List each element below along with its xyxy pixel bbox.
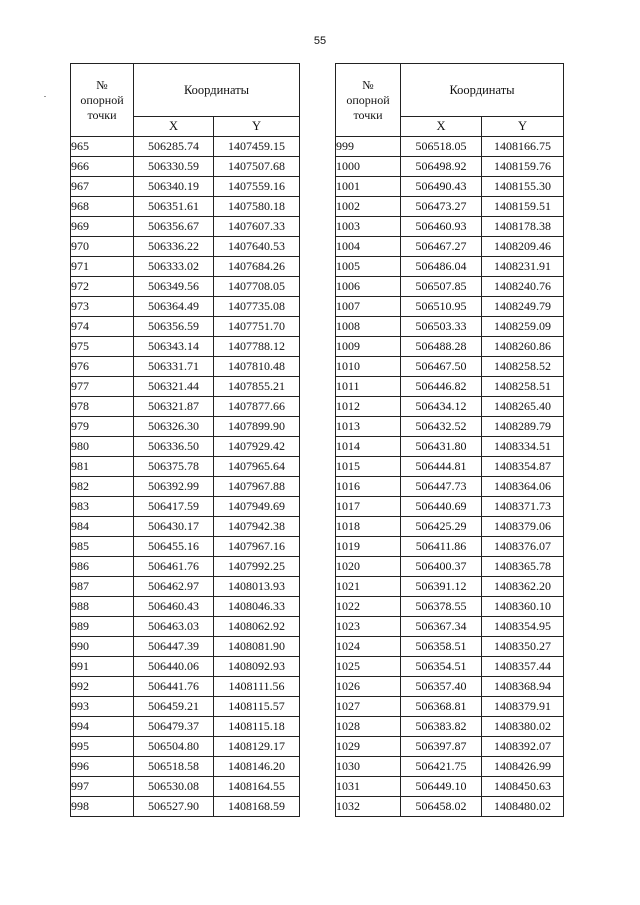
point-number-cell: 997 <box>71 777 134 797</box>
y-coordinate-cell: 1408231.91 <box>482 257 564 277</box>
table-row <box>71 557 300 577</box>
table-row <box>336 257 564 277</box>
point-number-cell: 967 <box>71 177 134 197</box>
table-row <box>71 717 300 737</box>
x-coordinate-cell: 506340.19 <box>134 177 214 197</box>
point-number-cell: 995 <box>71 737 134 757</box>
x-coordinate-cell: 506356.67 <box>134 217 214 237</box>
x-coordinate-cell: 506378.55 <box>401 597 482 617</box>
x-coordinate-cell: 506459.21 <box>134 697 214 717</box>
y-coordinate-cell: 1407967.88 <box>214 477 300 497</box>
point-number-cell: 977 <box>71 377 134 397</box>
y-coordinate-cell: 1408258.51 <box>482 377 564 397</box>
y-coordinate-cell: 1408350.27 <box>482 637 564 657</box>
point-number-cell: 999 <box>336 137 401 157</box>
header-line: № <box>96 77 108 92</box>
y-coordinate-cell: 1408380.02 <box>482 717 564 737</box>
x-coordinate-cell: 506518.58 <box>134 757 214 777</box>
y-coordinate-cell: 1408166.75 <box>482 137 564 157</box>
point-number-cell: 1005 <box>336 257 401 277</box>
table-row <box>336 177 564 197</box>
point-number-cell: 1017 <box>336 497 401 517</box>
coordinates-header: Координаты <box>134 64 300 117</box>
table-row <box>336 797 564 817</box>
point-number-cell: 1022 <box>336 597 401 617</box>
point-number-cell: 987 <box>71 577 134 597</box>
table-row <box>336 277 564 297</box>
y-header: Y <box>482 117 564 137</box>
table-row <box>71 617 300 637</box>
x-coordinate-cell: 506421.75 <box>401 757 482 777</box>
x-coordinate-cell: 506349.56 <box>134 277 214 297</box>
point-number-cell: 989 <box>71 617 134 637</box>
point-number-cell: 1003 <box>336 217 401 237</box>
point-number-cell: 966 <box>71 157 134 177</box>
table-row <box>336 577 564 597</box>
x-coordinate-cell: 506486.04 <box>401 257 482 277</box>
table-row <box>71 317 300 337</box>
x-header: X <box>134 117 214 137</box>
x-coordinate-cell: 506461.76 <box>134 557 214 577</box>
table-row <box>336 377 564 397</box>
x-coordinate-cell: 506479.37 <box>134 717 214 737</box>
x-coordinate-cell: 506498.92 <box>401 157 482 177</box>
coordinates-table-left <box>70 63 300 817</box>
point-number-cell: 1027 <box>336 697 401 717</box>
y-coordinate-cell: 1408146.20 <box>214 757 300 777</box>
y-coordinate-cell: 1407810.48 <box>214 357 300 377</box>
table-row <box>336 197 564 217</box>
x-coordinate-cell: 506336.50 <box>134 437 214 457</box>
table-row <box>71 297 300 317</box>
y-coordinate-cell: 1407459.15 <box>214 137 300 157</box>
point-number-cell: 988 <box>71 597 134 617</box>
point-number-header <box>71 64 134 137</box>
x-coordinate-cell: 506473.27 <box>401 197 482 217</box>
x-coordinate-cell: 506463.03 <box>134 617 214 637</box>
table-row <box>336 337 564 357</box>
x-coordinate-cell: 506458.02 <box>401 797 482 817</box>
y-coordinate-cell: 1407559.16 <box>214 177 300 197</box>
x-coordinate-cell: 506330.59 <box>134 157 214 177</box>
x-coordinate-cell: 506400.37 <box>401 557 482 577</box>
y-coordinate-cell: 1408115.18 <box>214 717 300 737</box>
x-coordinate-cell: 506527.90 <box>134 797 214 817</box>
y-coordinate-cell: 1407967.16 <box>214 537 300 557</box>
y-coordinate-cell: 1407580.18 <box>214 197 300 217</box>
x-coordinate-cell: 506392.99 <box>134 477 214 497</box>
y-coordinate-cell: 1408081.90 <box>214 637 300 657</box>
point-number-cell: 1004 <box>336 237 401 257</box>
point-number-cell: 1031 <box>336 777 401 797</box>
point-number-cell: 1030 <box>336 757 401 777</box>
y-coordinate-cell: 1408209.46 <box>482 237 564 257</box>
point-number-cell: 991 <box>71 657 134 677</box>
page-number: 55 <box>313 35 327 47</box>
table-row <box>336 137 564 157</box>
x-coordinate-cell: 506411.86 <box>401 537 482 557</box>
y-coordinate-cell: 1408155.30 <box>482 177 564 197</box>
y-coordinate-cell: 1408289.79 <box>482 417 564 437</box>
table-row <box>336 597 564 617</box>
table-row <box>71 637 300 657</box>
table-row <box>71 737 300 757</box>
y-coordinate-cell: 1407640.53 <box>214 237 300 257</box>
point-number-cell: 1010 <box>336 357 401 377</box>
y-coordinate-cell: 1408046.33 <box>214 597 300 617</box>
table-row <box>336 537 564 557</box>
point-number-cell: 1026 <box>336 677 401 697</box>
point-number-cell: 1020 <box>336 557 401 577</box>
table-row <box>71 497 300 517</box>
y-coordinate-cell: 1408354.95 <box>482 617 564 637</box>
x-coordinate-cell: 506530.08 <box>134 777 214 797</box>
point-number-cell: 1023 <box>336 617 401 637</box>
point-number-cell: 986 <box>71 557 134 577</box>
x-coordinate-cell: 506449.10 <box>401 777 482 797</box>
table-row <box>336 217 564 237</box>
y-coordinate-cell: 1408365.78 <box>482 557 564 577</box>
point-number-cell: 993 <box>71 697 134 717</box>
x-coordinate-cell: 506375.78 <box>134 457 214 477</box>
point-number-cell: 981 <box>71 457 134 477</box>
y-coordinate-cell: 1407992.25 <box>214 557 300 577</box>
x-coordinate-cell: 506434.12 <box>401 397 482 417</box>
table-row <box>336 637 564 657</box>
x-coordinate-cell: 506503.33 <box>401 317 482 337</box>
x-coordinate-cell: 506331.71 <box>134 357 214 377</box>
point-number-cell: 1008 <box>336 317 401 337</box>
x-coordinate-cell: 506391.12 <box>401 577 482 597</box>
table-row <box>71 757 300 777</box>
y-coordinate-cell: 1408368.94 <box>482 677 564 697</box>
x-coordinate-cell: 506462.97 <box>134 577 214 597</box>
table-row <box>71 237 300 257</box>
y-coordinate-cell: 1408168.59 <box>214 797 300 817</box>
x-coordinate-cell: 506397.87 <box>401 737 482 757</box>
x-coordinate-cell: 506351.61 <box>134 197 214 217</box>
y-coordinate-cell: 1407942.38 <box>214 517 300 537</box>
x-coordinate-cell: 506518.05 <box>401 137 482 157</box>
y-coordinate-cell: 1408115.57 <box>214 697 300 717</box>
y-coordinate-cell: 1407929.42 <box>214 437 300 457</box>
point-number-cell: 1024 <box>336 637 401 657</box>
table-row <box>336 697 564 717</box>
table-row <box>71 197 300 217</box>
y-coordinate-cell: 1407855.21 <box>214 377 300 397</box>
point-number-cell: 1009 <box>336 337 401 357</box>
x-coordinate-cell: 506417.59 <box>134 497 214 517</box>
point-number-cell: 1007 <box>336 297 401 317</box>
table-row <box>71 437 300 457</box>
x-coordinate-cell: 506467.27 <box>401 237 482 257</box>
table-row <box>71 477 300 497</box>
x-coordinate-cell: 506504.80 <box>134 737 214 757</box>
point-number-cell: 990 <box>71 637 134 657</box>
table-row <box>336 157 564 177</box>
point-number-cell: 998 <box>71 797 134 817</box>
x-coordinate-cell: 506356.59 <box>134 317 214 337</box>
y-coordinate-cell: 1408371.73 <box>482 497 564 517</box>
x-coordinate-cell: 506431.80 <box>401 437 482 457</box>
y-coordinate-cell: 1408062.92 <box>214 617 300 637</box>
y-coordinate-cell: 1407949.69 <box>214 497 300 517</box>
point-number-cell: 973 <box>71 297 134 317</box>
x-coordinate-cell: 506354.51 <box>401 657 482 677</box>
y-coordinate-cell: 1407877.66 <box>214 397 300 417</box>
point-number-cell: 1013 <box>336 417 401 437</box>
x-coordinate-cell: 506488.28 <box>401 337 482 357</box>
point-number-cell: 978 <box>71 397 134 417</box>
table-row <box>336 777 564 797</box>
y-coordinate-cell: 1408092.93 <box>214 657 300 677</box>
x-coordinate-cell: 506440.69 <box>401 497 482 517</box>
header-line: точки <box>87 107 117 122</box>
y-coordinate-cell: 1408364.06 <box>482 477 564 497</box>
point-number-cell: 982 <box>71 477 134 497</box>
table-row <box>71 697 300 717</box>
point-number-cell: 1021 <box>336 577 401 597</box>
x-coordinate-cell: 506326.30 <box>134 417 214 437</box>
point-number-cell: 985 <box>71 537 134 557</box>
point-number-cell: 1019 <box>336 537 401 557</box>
point-number-cell: 969 <box>71 217 134 237</box>
point-number-cell: 1014 <box>336 437 401 457</box>
table-row <box>71 277 300 297</box>
scan-mark <box>44 96 46 97</box>
y-coordinate-cell: 1408334.51 <box>482 437 564 457</box>
x-coordinate-cell: 506343.14 <box>134 337 214 357</box>
table-row <box>336 677 564 697</box>
table-row <box>71 777 300 797</box>
y-coordinate-cell: 1408258.52 <box>482 357 564 377</box>
point-number-cell: 974 <box>71 317 134 337</box>
table-row <box>336 717 564 737</box>
y-coordinate-cell: 1408159.76 <box>482 157 564 177</box>
point-number-cell: 1011 <box>336 377 401 397</box>
coordinates-table-right <box>335 63 564 817</box>
x-coordinate-cell: 506510.95 <box>401 297 482 317</box>
point-number-cell: 996 <box>71 757 134 777</box>
table-row <box>336 457 564 477</box>
y-coordinate-cell: 1407708.05 <box>214 277 300 297</box>
table-row <box>336 297 564 317</box>
y-coordinate-cell: 1408240.76 <box>482 277 564 297</box>
x-coordinate-cell: 506460.43 <box>134 597 214 617</box>
point-number-header <box>336 64 401 137</box>
point-number-cell: 970 <box>71 237 134 257</box>
x-coordinate-cell: 506490.43 <box>401 177 482 197</box>
y-coordinate-cell: 1408265.40 <box>482 397 564 417</box>
point-number-cell: 1029 <box>336 737 401 757</box>
table-row <box>336 477 564 497</box>
x-coordinate-cell: 506321.44 <box>134 377 214 397</box>
point-number-cell: 971 <box>71 257 134 277</box>
table-row <box>336 517 564 537</box>
y-coordinate-cell: 1407965.64 <box>214 457 300 477</box>
x-coordinate-cell: 506444.81 <box>401 457 482 477</box>
x-coordinate-cell: 506430.17 <box>134 517 214 537</box>
y-coordinate-cell: 1407899.90 <box>214 417 300 437</box>
y-coordinate-cell: 1408379.91 <box>482 697 564 717</box>
table-row <box>71 597 300 617</box>
y-coordinate-cell: 1407507.68 <box>214 157 300 177</box>
table-row <box>71 417 300 437</box>
x-coordinate-cell: 506455.16 <box>134 537 214 557</box>
x-coordinate-cell: 506285.74 <box>134 137 214 157</box>
x-coordinate-cell: 506446.82 <box>401 377 482 397</box>
point-number-cell: 1032 <box>336 797 401 817</box>
y-coordinate-cell: 1407607.33 <box>214 217 300 237</box>
y-coordinate-cell: 1408111.56 <box>214 677 300 697</box>
table-row <box>71 137 300 157</box>
x-coordinate-cell: 506383.82 <box>401 717 482 737</box>
x-coordinate-cell: 506447.39 <box>134 637 214 657</box>
y-coordinate-cell: 1408354.87 <box>482 457 564 477</box>
point-number-cell: 972 <box>71 277 134 297</box>
table-row <box>71 337 300 357</box>
point-number-cell: 1006 <box>336 277 401 297</box>
point-number-cell: 1012 <box>336 397 401 417</box>
point-number-cell: 994 <box>71 717 134 737</box>
y-coordinate-cell: 1408362.20 <box>482 577 564 597</box>
y-coordinate-cell: 1408392.07 <box>482 737 564 757</box>
header-line: точки <box>353 107 383 122</box>
table-row <box>71 677 300 697</box>
point-number-cell: 984 <box>71 517 134 537</box>
table-row <box>336 557 564 577</box>
table-row <box>71 457 300 477</box>
x-coordinate-cell: 506460.93 <box>401 217 482 237</box>
table-row <box>71 157 300 177</box>
table-row <box>336 397 564 417</box>
x-coordinate-cell: 506367.34 <box>401 617 482 637</box>
table-row <box>71 797 300 817</box>
point-number-cell: 965 <box>71 137 134 157</box>
point-number-cell: 1000 <box>336 157 401 177</box>
y-coordinate-cell: 1407684.26 <box>214 257 300 277</box>
point-number-cell: 1001 <box>336 177 401 197</box>
point-number-cell: 983 <box>71 497 134 517</box>
table-row <box>336 357 564 377</box>
y-coordinate-cell: 1408129.17 <box>214 737 300 757</box>
x-coordinate-cell: 506441.76 <box>134 677 214 697</box>
table-row <box>336 737 564 757</box>
y-coordinate-cell: 1408164.55 <box>214 777 300 797</box>
point-number-cell: 979 <box>71 417 134 437</box>
header-line: опорной <box>346 92 390 107</box>
coordinates-header: Координаты <box>401 64 564 117</box>
table-row <box>336 417 564 437</box>
x-coordinate-cell: 506357.40 <box>401 677 482 697</box>
x-coordinate-cell: 506333.02 <box>134 257 214 277</box>
table-row <box>336 497 564 517</box>
y-coordinate-cell: 1407788.12 <box>214 337 300 357</box>
table-row <box>71 257 300 277</box>
header-line: № <box>362 77 374 92</box>
x-coordinate-cell: 506440.06 <box>134 657 214 677</box>
point-number-cell: 968 <box>71 197 134 217</box>
y-coordinate-cell: 1408379.06 <box>482 517 564 537</box>
table-row <box>71 177 300 197</box>
y-coordinate-cell: 1408357.44 <box>482 657 564 677</box>
header-line: опорной <box>80 92 124 107</box>
point-number-cell: 1025 <box>336 657 401 677</box>
table-row <box>336 237 564 257</box>
table-row <box>336 657 564 677</box>
x-coordinate-cell: 506447.73 <box>401 477 482 497</box>
table-row <box>71 517 300 537</box>
y-coordinate-cell: 1408259.09 <box>482 317 564 337</box>
x-coordinate-cell: 506364.49 <box>134 297 214 317</box>
point-number-cell: 976 <box>71 357 134 377</box>
y-coordinate-cell: 1408013.93 <box>214 577 300 597</box>
table-row <box>71 397 300 417</box>
y-coordinate-cell: 1408376.07 <box>482 537 564 557</box>
y-coordinate-cell: 1408426.99 <box>482 757 564 777</box>
point-number-cell: 1015 <box>336 457 401 477</box>
table-row <box>71 657 300 677</box>
point-number-cell: 1018 <box>336 517 401 537</box>
table-row <box>71 357 300 377</box>
y-header: Y <box>214 117 300 137</box>
point-number-cell: 980 <box>71 437 134 457</box>
x-coordinate-cell: 506321.87 <box>134 397 214 417</box>
x-coordinate-cell: 506368.81 <box>401 697 482 717</box>
x-coordinate-cell: 506358.51 <box>401 637 482 657</box>
y-coordinate-cell: 1408260.86 <box>482 337 564 357</box>
x-header: X <box>401 117 482 137</box>
point-number-cell: 992 <box>71 677 134 697</box>
point-number-cell: 1002 <box>336 197 401 217</box>
y-coordinate-cell: 1408159.51 <box>482 197 564 217</box>
y-coordinate-cell: 1408360.10 <box>482 597 564 617</box>
x-coordinate-cell: 506425.29 <box>401 517 482 537</box>
point-number-cell: 975 <box>71 337 134 357</box>
point-number-cell: 1028 <box>336 717 401 737</box>
y-coordinate-cell: 1408178.38 <box>482 217 564 237</box>
table-row <box>336 617 564 637</box>
x-coordinate-cell: 506507.85 <box>401 277 482 297</box>
table-row <box>71 577 300 597</box>
table-row <box>336 757 564 777</box>
table-row <box>71 377 300 397</box>
y-coordinate-cell: 1408450.63 <box>482 777 564 797</box>
y-coordinate-cell: 1408480.02 <box>482 797 564 817</box>
y-coordinate-cell: 1407735.08 <box>214 297 300 317</box>
x-coordinate-cell: 506336.22 <box>134 237 214 257</box>
table-row <box>71 537 300 557</box>
table-row <box>336 317 564 337</box>
x-coordinate-cell: 506467.50 <box>401 357 482 377</box>
point-number-cell: 1016 <box>336 477 401 497</box>
y-coordinate-cell: 1408249.79 <box>482 297 564 317</box>
table-row <box>71 217 300 237</box>
x-coordinate-cell: 506432.52 <box>401 417 482 437</box>
table-row <box>336 437 564 457</box>
y-coordinate-cell: 1407751.70 <box>214 317 300 337</box>
